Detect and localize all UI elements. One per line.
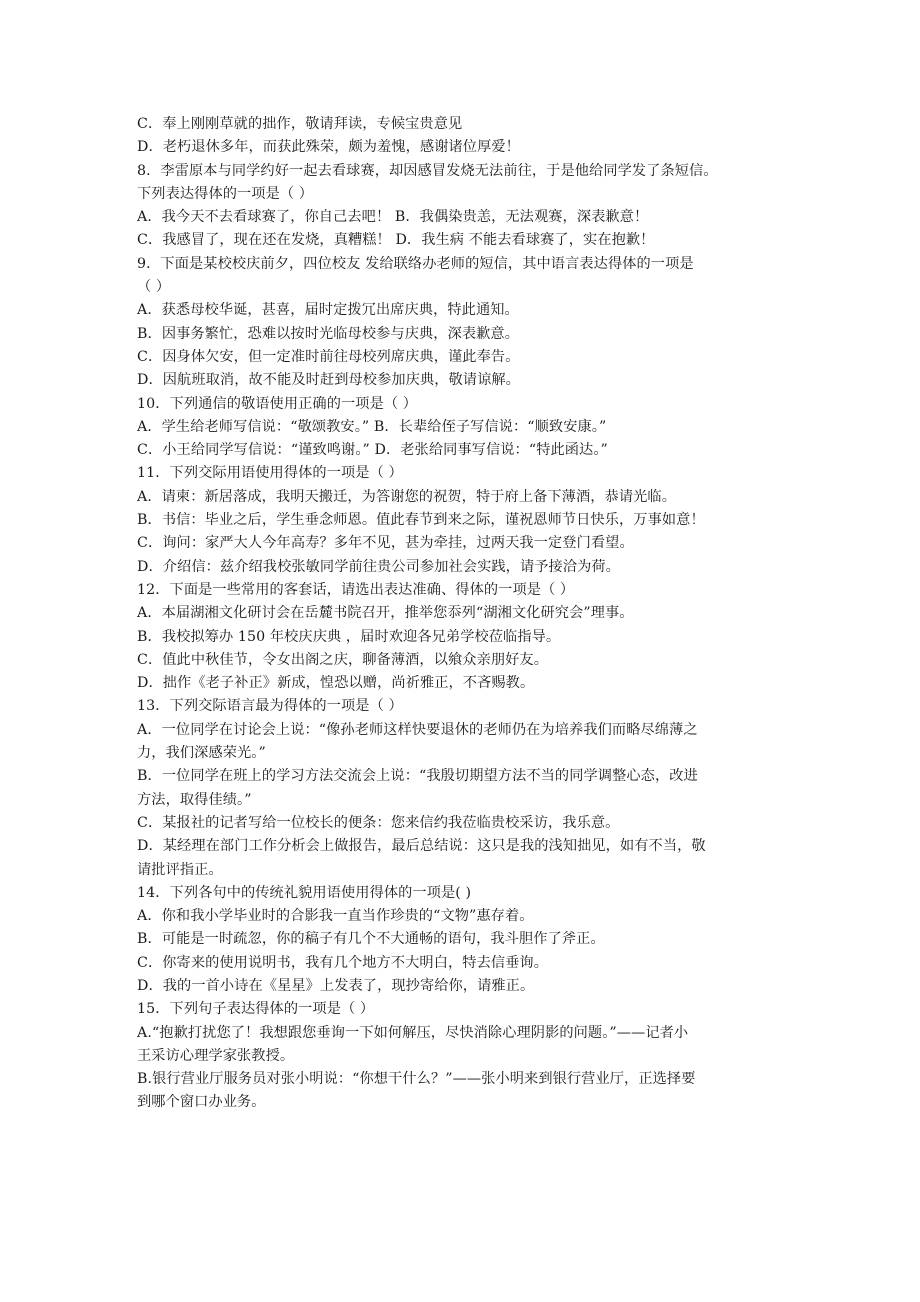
text-line: D．因航班取消，故不能及时赶到母校参加庆典，敬请谅解。: [137, 372, 520, 389]
text-line: C．奉上刚刚草就的拙作，敬请拜读，专候宝贵意见: [137, 116, 463, 132]
text-line: 到哪个窗口办业务。: [137, 1094, 266, 1111]
text-line: D．介绍信：兹介绍我校张敏同学前往贵公司参加社会实践，请予接洽为荷。: [137, 558, 620, 575]
text-line: 9．下面是某校校庆前夕，四位校友 发给联络办老师的短信，其中语言表达得体的一项是: [137, 255, 694, 272]
text-line: D．老朽退休多年，而获此殊荣，颇为羞愧，感谢诸位厚爱！: [137, 139, 520, 156]
text-line: 13．下列交际语言最为得体的一项是（ ）: [137, 698, 403, 715]
text-line: A.“抱歉打扰您了！我想跟您垂询一下如何解压，尽快消除心理阴影的问题。”——记者小: [137, 1024, 689, 1041]
text-line: 10．下列通信的敬语使用正确的一项是（ ）: [137, 395, 418, 412]
text-line: 请批评指正。: [137, 861, 223, 878]
text-line: C．小王给同学写信说：“谨致鸣谢。” D．老张给同事写信说：“特此函达。”: [137, 442, 608, 459]
text-line: A．我今天不去看球赛了，你自己去吧！ B．我偶染贵恙，无法观赛，深表歉意！: [137, 209, 649, 226]
text-line: 王采访心理学家张教授。: [137, 1047, 295, 1064]
text-line: A．请柬：新居落成，我明天搬迁，为答谢您的祝贺，特于府上备下薄酒，恭请光临。: [137, 488, 676, 505]
text-line: 下列表达得体的一项是（ ）: [137, 185, 314, 202]
text-line: C．你寄来的使用说明书，我有几个地方不大明白，特去信垂询。: [137, 954, 549, 971]
text-line: C．我感冒了，现在还在发烧，真糟糕！ D．我生病 不能去看球赛了，实在抱歉！: [137, 232, 655, 249]
text-line: 11．下列交际用语使用得体的一项是（ ）: [137, 465, 403, 482]
text-line: D．我的一首小诗在《星星》上发表了，现抄寄给你，请雅正。: [137, 977, 535, 994]
text-line: 12．下面是一些常用的客套话，请选出表达准确、得体的一项是（ ）: [137, 581, 575, 598]
text-line: C．某报社的记者写给一位校长的便条：您来信约我莅临贵校采访，我乐意。: [137, 814, 620, 831]
text-line: B.银行营业厅服务员对张小明说：“你想干什么？”——张小明来到银行营业厅，正选择要: [137, 1071, 696, 1088]
text-line: D．拙作《老子补正》新成，惶恐以赠，尚祈雅正，不吝赐教。: [137, 675, 535, 692]
text-line: 方法，取得佳绩。”: [137, 791, 252, 808]
text-line: B．因事务繁忙，恐难以按时光临母校参与庆典，深表歉意。: [137, 325, 520, 342]
text-line: C．因身体欠安，但一定准时前往母校列席庆典，谨此奉告。: [137, 348, 520, 365]
text-line: B．可能是一时疏忽，你的稿子有几个不大通畅的语句，我斗胆作了斧正。: [137, 931, 605, 948]
text-line: B．一位同学在班上的学习方法交流会上说：“我殷切期望方法不当的同学调整心态，改进: [137, 768, 698, 785]
text-line: B．书信：毕业之后，学生垂念师恩。值此春节到来之际，谨祝恩师节日快乐，万事如意！: [137, 512, 705, 529]
text-line: A．学生给老师写信说：“敬颂教安。” B．长辈给侄子写信说：“顺致安康。”: [137, 418, 607, 435]
text-line: A．获悉母校华诞，甚喜，届时定拨冗出席庆典，特此通知。: [137, 302, 519, 319]
text-line: 15．下列句子表达得体的一项是（ ）: [137, 1001, 375, 1018]
text-line: A．你和我小学毕业时的合影我一直当作珍贵的“文物”惠存着。: [137, 908, 534, 925]
text-line: 14．下列各句中的传统礼貌用语使用得体的一项是( ): [137, 884, 472, 901]
text-line: （ ）: [137, 279, 171, 296]
text-line: C．值此中秋佳节，令女出阁之庆，聊备薄酒，以飨众亲朋好友。: [137, 651, 549, 668]
text-line: 8．李雷原本与同学约好一起去看球赛，却因感冒发烧无法前往，于是他给同学发了条短信。: [137, 162, 718, 179]
text-line: D．某经理在部门工作分析会上做报告，最后总结说：这只是我的浅知拙见，如有不当，敬: [137, 838, 706, 855]
text-line: C．询问：家严大人今年高寿？多年不见，甚为牵挂，过两天我一定登门看望。: [137, 535, 634, 552]
text-line: A．一位同学在讨论会上说：“像孙老师这样快要退休的老师仍在为培养我们而略尽绵薄之: [137, 721, 698, 738]
text-line: A．本届湖湘文化研讨会在岳麓书院召开，推举您忝列“湖湘文化研究会”理事。: [137, 605, 634, 622]
text-line: B．我校拟筹办 150 年校庆庆典 ，届时欢迎各兄弟学校莅临指导。: [137, 628, 561, 645]
document-page: [137, 113, 787, 1115]
text-line: 力，我们深感荣光。”: [137, 745, 266, 762]
